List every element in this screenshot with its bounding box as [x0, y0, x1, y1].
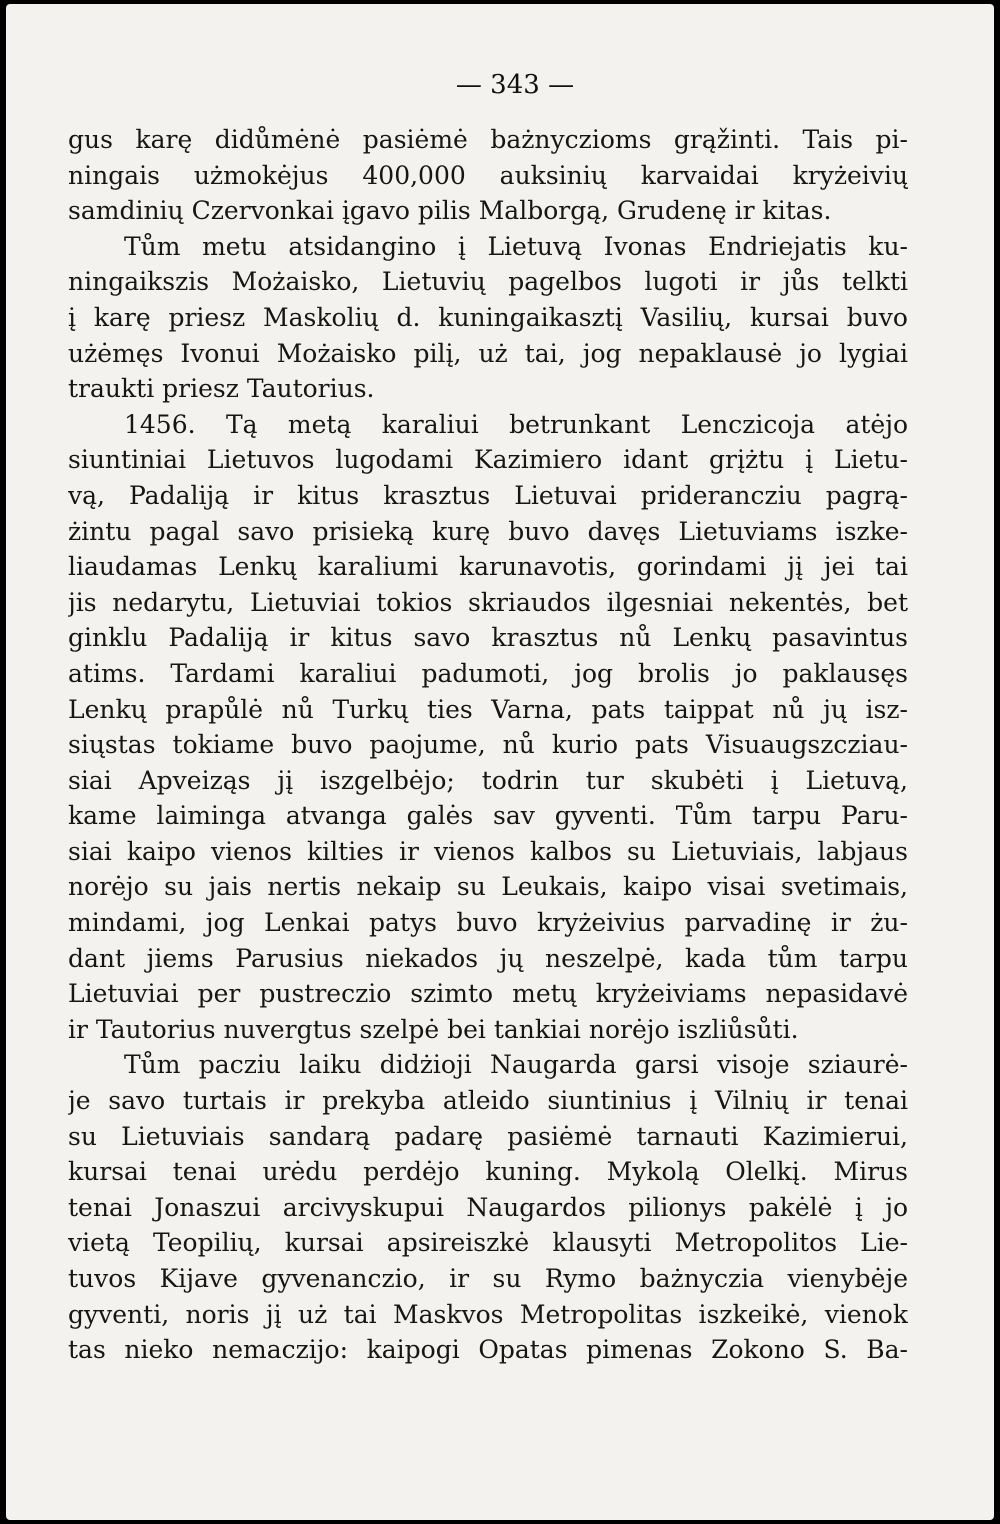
text-line: atims. Tardami karaliui padumoti, jog brolis jo paklausęs	[68, 658, 908, 688]
text-line: gus karę didůmėnė pasiėmė bażnyczioms grąžinti. Tais pi-	[68, 125, 908, 154]
text-line: siai kaipo vienos kilties ir vienos kalbos su Lietuviais, labjaus	[68, 836, 908, 866]
page-body-text	[68, 122, 908, 1368]
text-line: 1456. Tą metą karaliui betrunkant Lenczicoja atėjo	[124, 409, 908, 439]
text-line: dant jiems Parusius niekados jų neszelpė, kada tům tarpu	[68, 943, 908, 973]
text-line: je savo turtais ir prekyba atleido siuntinius į Vilnių ir tenai	[68, 1086, 908, 1116]
text-line: ningaikszis Możaisko, Lietuvių pagelbos lugoti ir jůs telkti	[68, 267, 908, 297]
text-line: tas nieko nemaczijo: kaipogi Opatas pimenas Zokono S. Ba-	[68, 1335, 908, 1365]
text-line: vietą Teopilių, kursai apsireiszkė klausyti Metropolitos Lie-	[68, 1228, 908, 1258]
text-line: ningais użmokėjus 400,000 auksinių karvaidai kryżeivių	[68, 160, 908, 190]
text-line: Tům metu atsidangino į Lietuvą Ivonas Endriejatis ku-	[124, 231, 908, 261]
text-line: Lenkų prapůlė nů Turkų ties Varna, pats taippat nů jų isz-	[68, 694, 908, 724]
text-line: jis nedarytu, Lietuviai tokios skriaudos ilgesniai nekentės, bet	[68, 587, 908, 617]
book-page	[6, 4, 994, 1520]
text-line: Lietuviai per pustreczio szimto metų kryżeiviams nepasidavė	[68, 979, 908, 1009]
text-line: mindami, jog Lenkai patys buvo kryżeivius parvadinę ir żu-	[68, 908, 908, 938]
text-line: samdinių Czervonkai įgavo pilis Malborgą, Grudenę ir kitas.	[68, 196, 832, 226]
text-line: gyventi, noris jį uż tai Maskvos Metropolitas iszkeikė, vienok	[68, 1299, 908, 1329]
text-line: kursai tenai urėdu perdėjo kuning. Mykolą Olelkį. Mirus	[68, 1157, 908, 1187]
text-line: siuntiniai Lietuvos lugodami Kazimiero idant grįżtu į Lietu-	[68, 445, 908, 475]
text-line: siųstas tokiame buvo paojume, nů kurio pats Visuaugszcziau-	[68, 730, 908, 760]
text-line: ir Tautorius nuvergtus szelpė bei tankiai norėjo iszliůsůti.	[68, 1014, 799, 1044]
text-line: ginklu Padaliją ir kitus savo krasztus nů Lenkų pasavintus	[68, 623, 908, 653]
text-line: Tům pacziu laiku didżioji Naugarda garsi visoje sziaurė-	[124, 1050, 908, 1080]
text-line: tuvos Kijave gyvenanczio, ir su Rymo bażnyczia vienybėje	[68, 1264, 908, 1293]
text-line: kame laiminga atvanga galės sav gyventi. Tům tarpu Paru-	[68, 801, 908, 831]
text-line: tenai Jonaszui arcivyskupui Naugardos pilionys pakėlė į jo	[68, 1192, 908, 1222]
text-line: użėmęs Ivonui Możaisko pilį, uż tai, jog nepaklausė jo lygiai	[68, 338, 908, 368]
text-line: į karę priesz Maskolių d. kuningaikasztį Vasilių, kursai buvo	[68, 302, 908, 332]
text-line: liaudamas Lenkų karaliumi karunavotis, gorindami jį jei tai	[68, 552, 908, 582]
text-line: norėjo su jais nertis nekaip su Leukais, kaipo visai svetimais,	[68, 872, 908, 902]
text-line: su Lietuviais sandarą padarę pasiėmė tarnauti Kazimierui,	[68, 1121, 908, 1151]
text-line: żintu pagal savo prisieką kurę buvo davęs Lietuviams iszke-	[68, 516, 908, 546]
text-line: vą, Padaliją ir kitus krasztus Lietuvai priderancziu pagrą-	[68, 480, 908, 510]
page-number-header: — 343 —	[455, 70, 575, 100]
text-line: traukti priesz Tautorius.	[68, 374, 375, 404]
text-line: siai Apveiząs jį iszgelbėjo; todrin tur skubėti į Lietuvą,	[68, 765, 908, 795]
